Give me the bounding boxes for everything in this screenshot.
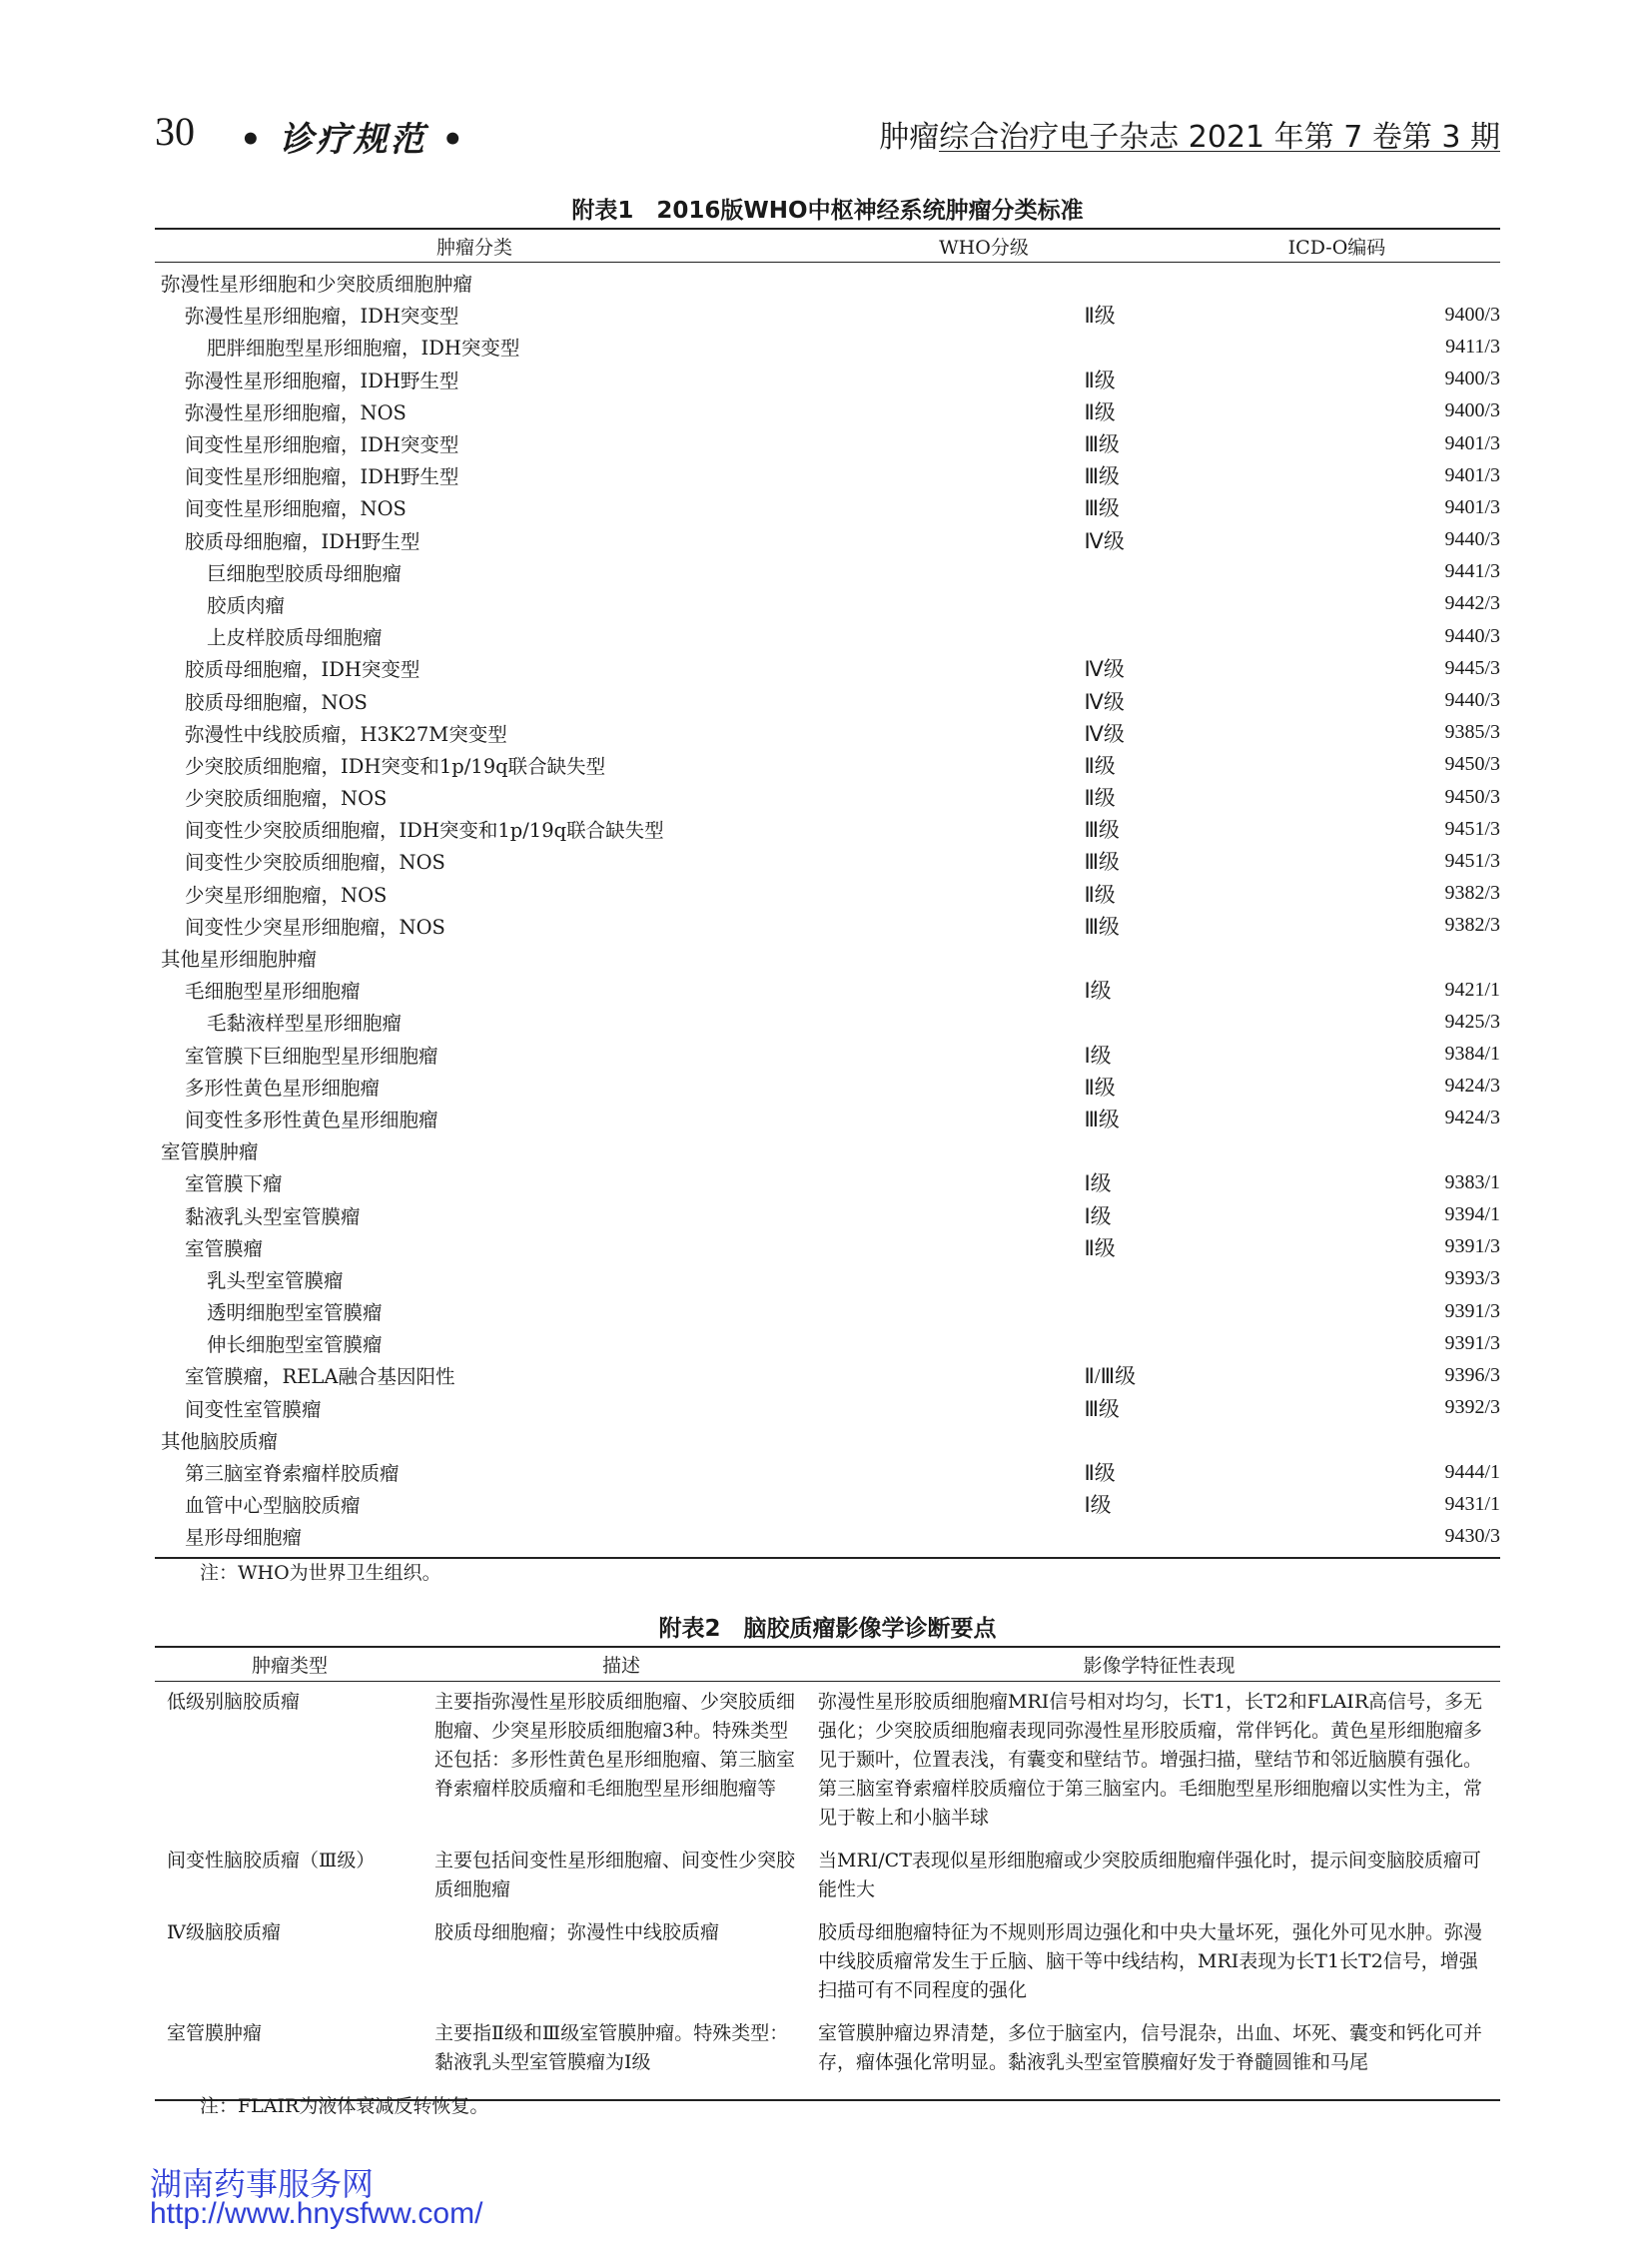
icd-code-cell: 9391/3 <box>1444 1235 1500 1258</box>
who-grade-cell: Ⅱ级 <box>1084 882 1116 907</box>
tumor-name-cell: 弥漫性中线胶质瘤，H3K27M突变型 <box>185 722 507 746</box>
table1-row <box>155 524 1500 556</box>
who-grade-cell: Ⅱ级 <box>1084 1235 1116 1260</box>
icd-code-cell: 9440/3 <box>1444 528 1500 551</box>
who-grade-cell: Ⅰ级 <box>1084 1171 1112 1196</box>
icd-code-cell: 9401/3 <box>1444 431 1500 454</box>
icd-code-cell: 9396/3 <box>1444 1363 1500 1386</box>
tumor-name-cell: 间变性少突星形细胞瘤，NOS <box>185 915 445 939</box>
table1-row <box>155 331 1500 363</box>
tumor-name-cell: 间变性星形细胞瘤，IDH野生型 <box>185 465 459 489</box>
icd-code-cell: 9383/1 <box>1444 1170 1500 1193</box>
table1-row <box>155 652 1500 684</box>
tumor-name-cell: 间变性星形细胞瘤，IDH突变型 <box>185 433 459 457</box>
table1-row <box>155 491 1500 523</box>
who-grade-cell: Ⅳ级 <box>1084 528 1125 553</box>
tumor-name-cell: 毛细胞型星形细胞瘤 <box>185 980 361 1004</box>
table2-header-type: 肿瘤类型 <box>251 1655 328 1677</box>
watermark-name: 湖南药事服务网 <box>150 2165 375 2203</box>
table2-header-imaging: 影像学特征性表现 <box>1083 1655 1236 1677</box>
icd-code-cell: 9394/1 <box>1444 1203 1500 1226</box>
table1-header-grade: WHO分级 <box>939 236 1029 259</box>
who-grade-cell: Ⅲ级 <box>1084 818 1120 843</box>
tumor-name-cell: 弥漫性星形细胞和少突胶质细胞肿瘤 <box>161 273 473 297</box>
table2-row <box>155 1918 1500 2005</box>
icd-code-cell: 9385/3 <box>1444 721 1500 744</box>
icd-code-cell: 9393/3 <box>1444 1267 1500 1290</box>
table1-note: 注：WHO为世界卫生组织。 <box>200 1562 441 1584</box>
icd-code-cell: 9424/3 <box>1444 1107 1500 1129</box>
icd-code-cell: 9442/3 <box>1444 592 1500 615</box>
table1-row <box>155 1006 1500 1038</box>
table1-row <box>155 813 1500 845</box>
tumor-type-cell: 间变性脑胶质瘤（Ⅲ级） <box>167 1850 376 1871</box>
who-grade-cell: Ⅲ级 <box>1084 464 1120 489</box>
table1-row <box>155 1134 1500 1166</box>
table1-row <box>155 588 1500 620</box>
table1-row <box>155 1456 1500 1488</box>
table1-row <box>155 1359 1500 1391</box>
icd-code-cell: 9430/3 <box>1444 1524 1500 1547</box>
table1-row <box>155 974 1500 1006</box>
tumor-name-cell: 伸长细胞型室管膜瘤 <box>207 1333 383 1357</box>
table1-row <box>155 845 1500 877</box>
icd-code-cell: 9444/1 <box>1444 1460 1500 1483</box>
tumor-type-cell: 室管膜肿瘤 <box>167 2022 263 2044</box>
tumor-name-cell: 透明细胞型室管膜瘤 <box>207 1301 383 1325</box>
table2-note: 注：FLAIR为液体衰减反转恢复。 <box>200 2095 489 2117</box>
who-grade-cell: Ⅲ级 <box>1084 432 1120 457</box>
table1-row <box>155 781 1500 813</box>
table2-row <box>155 1847 1500 1904</box>
journal-title: 肿瘤综合治疗电子杂志 2021 年第 7 卷第 3 期 <box>879 120 1500 155</box>
who-grade-cell: Ⅰ级 <box>1084 1043 1112 1068</box>
table1 <box>155 228 1500 1559</box>
table1-row <box>155 459 1500 491</box>
tumor-type-cell: Ⅳ级脑胶质瘤 <box>167 1921 281 1943</box>
header-rule <box>939 151 1500 152</box>
tumor-name-cell: 间变性多形性黄色星形细胞瘤 <box>185 1108 438 1131</box>
table1-row <box>155 620 1500 652</box>
icd-code-cell: 9400/3 <box>1444 399 1500 422</box>
who-grade-cell: Ⅲ级 <box>1084 914 1120 939</box>
description-cell: 主要包括间变性星形细胞瘤、间变性少突胶质细胞瘤 <box>434 1850 796 1900</box>
who-grade-cell: Ⅱ级 <box>1084 786 1116 811</box>
tumor-name-cell: 间变性星形细胞瘤，NOS <box>185 497 407 521</box>
tumor-name-cell: 间变性室管膜瘤 <box>185 1397 322 1421</box>
table2-body <box>155 1682 1500 2099</box>
tumor-name-cell: 巨细胞型胶质母细胞瘤 <box>207 561 403 585</box>
who-grade-cell: Ⅳ级 <box>1084 689 1125 714</box>
icd-code-cell: 9445/3 <box>1444 656 1500 679</box>
who-grade-cell: Ⅱ级 <box>1084 368 1116 392</box>
table1-row <box>155 299 1500 331</box>
table2-row <box>155 1688 1500 1833</box>
table2 <box>155 1646 1500 2101</box>
tumor-type-cell: 低级别脑胶质瘤 <box>167 1691 301 1713</box>
tumor-name-cell: 乳头型室管膜瘤 <box>207 1268 344 1292</box>
tumor-name-cell: 室管膜瘤 <box>185 1236 264 1260</box>
imaging-features-cell: 室管膜肿瘤边界清楚，多位于脑室内，信号混杂，出血、坏死、囊变和钙化可并存，瘤体强化常明显。黏液乳头型室管膜瘤好发于脊髓圆锥和马尾 <box>818 2022 1483 2073</box>
table1-row <box>155 1295 1500 1327</box>
icd-code-cell: 9391/3 <box>1444 1331 1500 1354</box>
icd-code-cell: 9431/1 <box>1444 1492 1500 1515</box>
table1-row <box>155 1039 1500 1071</box>
icd-code-cell: 9401/3 <box>1444 463 1500 486</box>
tumor-name-cell: 血管中心型脑胶质瘤 <box>185 1494 361 1518</box>
icd-code-cell: 9451/3 <box>1444 817 1500 840</box>
imaging-features-cell: 当MRI/CT表现似星形细胞瘤或少突胶质细胞瘤伴强化时，提示间变脑胶质瘤可能性大 <box>818 1850 1481 1900</box>
tumor-name-cell: 胶质肉瘤 <box>207 593 286 617</box>
table1-row <box>155 267 1500 299</box>
section-title: • 诊疗规范 • <box>240 120 467 160</box>
tumor-name-cell: 胶质母细胞瘤，IDH野生型 <box>185 529 420 553</box>
table1-row <box>155 1103 1500 1134</box>
table2-title: 附表2 脑胶质瘤影像学诊断要点 <box>658 1616 997 1642</box>
tumor-name-cell: 其他脑胶质瘤 <box>161 1429 279 1453</box>
table1-header-icd: ICD-O编码 <box>1287 236 1386 259</box>
table1-row <box>155 1392 1500 1424</box>
tumor-name-cell: 其他星形细胞肿瘤 <box>161 948 318 972</box>
table1-row <box>155 1166 1500 1198</box>
who-grade-cell: Ⅰ级 <box>1084 979 1112 1004</box>
tumor-name-cell: 胶质母细胞瘤，IDH突变型 <box>185 658 420 682</box>
tumor-name-cell: 室管膜下瘤 <box>185 1172 283 1196</box>
tumor-name-cell: 第三脑室脊索瘤样胶质瘤 <box>185 1462 400 1486</box>
table1-row <box>155 878 1500 910</box>
table1-row <box>155 942 1500 974</box>
tumor-name-cell: 毛黏液样型星形细胞瘤 <box>207 1012 403 1036</box>
page-number: 30 <box>155 109 195 154</box>
tumor-name-cell: 间变性少突胶质细胞瘤，IDH突变和1p/19q联合缺失型 <box>185 819 664 843</box>
icd-code-cell: 9382/3 <box>1444 914 1500 937</box>
table1-row <box>155 1424 1500 1456</box>
icd-code-cell: 9421/1 <box>1444 978 1500 1001</box>
table1-body <box>155 263 1500 1557</box>
tumor-name-cell: 多形性黄色星形细胞瘤 <box>185 1076 381 1100</box>
icd-code-cell: 9425/3 <box>1444 1010 1500 1033</box>
who-grade-cell: Ⅱ级 <box>1084 399 1116 424</box>
tumor-name-cell: 室管膜肿瘤 <box>161 1140 259 1164</box>
tumor-name-cell: 少突胶质细胞瘤，IDH突变和1p/19q联合缺失型 <box>185 754 606 778</box>
tumor-name-cell: 上皮样胶质母细胞瘤 <box>207 626 383 650</box>
imaging-features-cell: 弥漫性星形胶质细胞瘤MRI信号相对均匀，长T1，长T2和FLAIR高信号，多无强化；少突胶质细胞瘤表现同弥漫性星形胶质瘤，常伴钙化。黄色星形细胞瘤多见于颞叶，位置表浅，有囊变和壁结节。增强扫描，壁结节和邻近脑膜有强化。第三脑室脊索瘤样胶质瘤位于第三脑室内。毛细胞型星形细胞瘤以实性为主，常见于鞍上和小脑半球 <box>818 1691 1483 1829</box>
icd-code-cell: 9450/3 <box>1444 785 1500 808</box>
who-grade-cell: Ⅱ/Ⅲ级 <box>1084 1364 1137 1389</box>
table1-row <box>155 364 1500 395</box>
tumor-name-cell: 少突星形细胞瘤，NOS <box>185 883 388 907</box>
description-cell: 主要指弥漫性星形胶质细胞瘤、少突胶质细胞瘤、少突星形胶质细胞瘤3种。特殊类型还包括：多形性黄色星形细胞瘤、第三脑室脊索瘤样胶质瘤和毛细胞型星形细胞瘤等 <box>434 1691 796 1800</box>
table1-row <box>155 910 1500 942</box>
icd-code-cell: 9450/3 <box>1444 753 1500 776</box>
tumor-name-cell: 室管膜下巨细胞型星形细胞瘤 <box>185 1044 438 1068</box>
tumor-name-cell: 胶质母细胞瘤，NOS <box>185 690 368 714</box>
table2-header <box>155 1648 1500 1681</box>
table1-title: 附表1 2016版WHO中枢神经系统肿瘤分类标准 <box>571 198 1084 224</box>
tumor-name-cell: 弥漫性星形细胞瘤，IDH突变型 <box>185 305 459 329</box>
description-cell: 胶质母细胞瘤；弥漫性中线胶质瘤 <box>434 1921 720 1943</box>
icd-code-cell: 9392/3 <box>1444 1396 1500 1419</box>
who-grade-cell: Ⅲ级 <box>1084 496 1120 521</box>
table1-row <box>155 1520 1500 1552</box>
watermark-url[interactable]: http://www.hnysfww.com/ <box>150 2197 483 2230</box>
description-cell: 主要指Ⅱ级和Ⅲ级室管膜肿瘤。特殊类型：黏液乳头型室管膜瘤为Ⅰ级 <box>434 2022 789 2073</box>
imaging-features-cell: 胶质母细胞瘤特征为不规则形周边强化和中央大量坏死，强化外可见水肿。弥漫中线胶质瘤常发生于丘脑、脑干等中线结构，MRI表现为长T1长T2信号，增强扫描可有不同程度的强化 <box>818 1921 1483 2001</box>
icd-code-cell: 9440/3 <box>1444 624 1500 647</box>
icd-code-cell: 9451/3 <box>1444 849 1500 872</box>
table2-header-desc: 描述 <box>601 1655 640 1677</box>
icd-code-cell: 9401/3 <box>1444 495 1500 518</box>
tumor-name-cell: 黏液乳头型室管膜瘤 <box>185 1204 361 1228</box>
tumor-name-cell: 弥漫性星形细胞瘤，IDH野生型 <box>185 369 459 392</box>
table1-row <box>155 1327 1500 1359</box>
who-grade-cell: Ⅳ级 <box>1084 657 1125 682</box>
who-grade-cell: Ⅲ级 <box>1084 1396 1120 1421</box>
who-grade-cell: Ⅱ级 <box>1084 753 1116 778</box>
table1-row <box>155 1071 1500 1103</box>
table1-row <box>155 427 1500 459</box>
table1-row <box>155 684 1500 716</box>
who-grade-cell: Ⅰ级 <box>1084 1203 1112 1228</box>
icd-code-cell: 9382/3 <box>1444 882 1500 905</box>
icd-code-cell: 9424/3 <box>1444 1075 1500 1098</box>
icd-code-cell: 9400/3 <box>1444 303 1500 326</box>
table1-header <box>155 230 1500 262</box>
tumor-name-cell: 室管膜瘤，RELA融合基因阳性 <box>185 1365 455 1389</box>
icd-code-cell: 9440/3 <box>1444 689 1500 712</box>
table1-row <box>155 1198 1500 1230</box>
who-grade-cell: Ⅲ级 <box>1084 1107 1120 1131</box>
who-grade-cell: Ⅱ级 <box>1084 304 1116 329</box>
who-grade-cell: Ⅳ级 <box>1084 721 1125 746</box>
table1-row <box>155 1231 1500 1263</box>
table1-row <box>155 556 1500 588</box>
table1-row <box>155 1488 1500 1520</box>
tumor-name-cell: 星形母细胞瘤 <box>185 1526 303 1550</box>
icd-code-cell: 9391/3 <box>1444 1299 1500 1322</box>
icd-code-cell: 9400/3 <box>1444 368 1500 390</box>
table1-header-name: 肿瘤分类 <box>435 236 512 259</box>
tumor-name-cell: 肥胖细胞型星形细胞瘤，IDH突变型 <box>207 337 520 361</box>
icd-code-cell: 9411/3 <box>1445 335 1500 358</box>
table1-row <box>155 749 1500 781</box>
who-grade-cell: Ⅲ级 <box>1084 850 1120 875</box>
icd-code-cell: 9384/1 <box>1444 1043 1500 1066</box>
table1-row <box>155 717 1500 749</box>
who-grade-cell: Ⅱ级 <box>1084 1075 1116 1100</box>
tumor-name-cell: 间变性少突胶质细胞瘤，NOS <box>185 851 445 875</box>
tumor-name-cell: 少突胶质细胞瘤，NOS <box>185 787 388 811</box>
tumor-name-cell: 弥漫性星形细胞瘤，NOS <box>185 400 407 424</box>
table1-row <box>155 1263 1500 1295</box>
who-grade-cell: Ⅱ级 <box>1084 1461 1116 1486</box>
table2-row <box>155 2019 1500 2077</box>
table1-row <box>155 395 1500 427</box>
who-grade-cell: Ⅰ级 <box>1084 1493 1112 1518</box>
icd-code-cell: 9441/3 <box>1444 560 1500 583</box>
